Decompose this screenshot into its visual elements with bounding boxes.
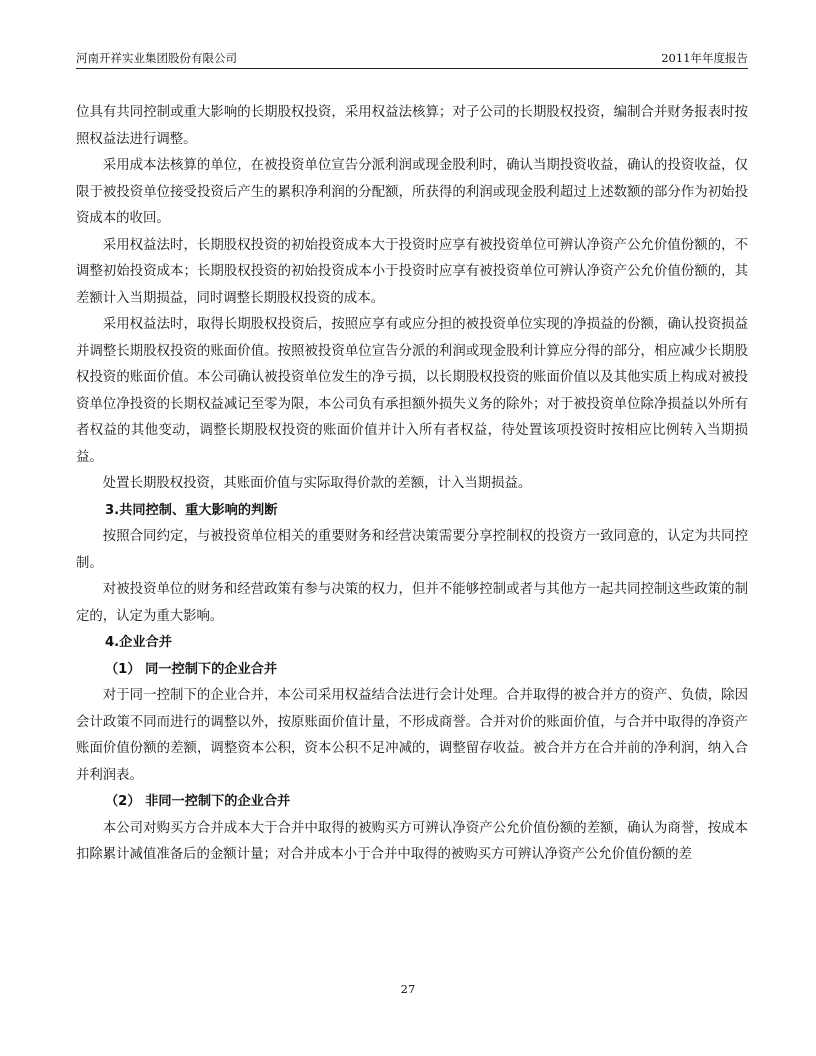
section-heading: 3.共同控制、重大影响的判断 <box>105 502 278 518</box>
paragraph: 本公司对购买方合并成本大于合并中取得的被购买方可辨认净资产公允价值份额的差额，确认为商誉，按成本扣除累计减值准备后的金额计量；对合并成本小于合并中取得的被购买方可辨认净资产公允价值份额的差 <box>76 820 748 862</box>
subsection-heading: （2） 非同一控制下的企业合并 <box>105 794 291 809</box>
section-heading: 4.企业合并 <box>105 635 172 650</box>
paragraph: 采用权益法时，长期股权投资的初始投资成本大于投资时应享有被投资单位可辨认净资产公允价值份额的，不调整初始投资成本；长期股权投资的初始投资成本小于投资时应享有被投资单位可辨认净资产公允价值份额的，其差额计入当期损益，同时调整长期股权投资的成本。 <box>76 237 748 306</box>
paragraph: 位具有共同控制或重大影响的长期股权投资，采用权益法核算；对子公司的长期股权投资，编制合并财务报表时按照权益法进行调整。 <box>76 105 748 147</box>
paragraph: 对于同一控制下的企业合并，本公司采用权益结合法进行会计处理。合并取得的被合并方的资产、负债，除因会计政策不同而进行的调整以外，按原账面价值计量，不形成商誉。合并对价的账面价值，与合并中取得的净资产账面价值份额的差额，调整资本公积，资本公积不足冲减的，调整留存收益。被合并方在合并前的净利润，纳入合并利润表。 <box>76 688 748 783</box>
subsection-heading: （1） 同一控制下的企业合并 <box>105 661 278 677</box>
document-body <box>76 100 748 869</box>
paragraph: 采用成本法核算的单位，在被投资单位宣告分派利润或现金股利时，确认当期投资收益，确认的投资收益，仅限于被投资单位接受投资后产生的累积净利润的分配额，所获得的利润或现金股利超过上述数额的部分作为初始投资成本的收回。 <box>76 158 748 226</box>
header-report-title: 2011年年度报告 <box>661 51 748 65</box>
page-number: 27 <box>400 982 416 996</box>
paragraph: 处置长期股权投资，其账面价值与实际取得价款的差额，计入当期损益。 <box>102 476 532 491</box>
header-company-name: 河南开祥实业集团股份有限公司 <box>76 51 237 65</box>
page-header <box>76 50 748 69</box>
paragraph: 采用权益法时，取得长期股权投资后，按照应享有或应分担的被投资单位实现的净损益的份额，确认投资损益并调整长期股权投资的账面价值。按照被投资单位宣告分派的利润或现金股利计算应分得的部分，相应减少长期股权投资的账面价值。本公司确认被投资单位发生的净亏损，以长期股权投资的账面价值以及其他实质上构成对被投资单位净投资的长期权益减记至零为限，本公司负有承担额外损失义务的除外；对于被投资单位除净损益以外所有者权益的其他变动，调整长期股权投资的账面价值并计入所有者权益，待处置该项投资时按相应比例转入当期损益。 <box>76 317 748 465</box>
paragraph: 按照合同约定，与被投资单位相关的重要财务和经营决策需要分享控制权的投资方一致同意的，认定为共同控制。 <box>76 529 748 571</box>
paragraph: 对被投资单位的财务和经营政策有参与决策的权力，但并不能够控制或者与其他方一起共同控制这些政策的制定的，认定为重大影响。 <box>76 582 748 624</box>
